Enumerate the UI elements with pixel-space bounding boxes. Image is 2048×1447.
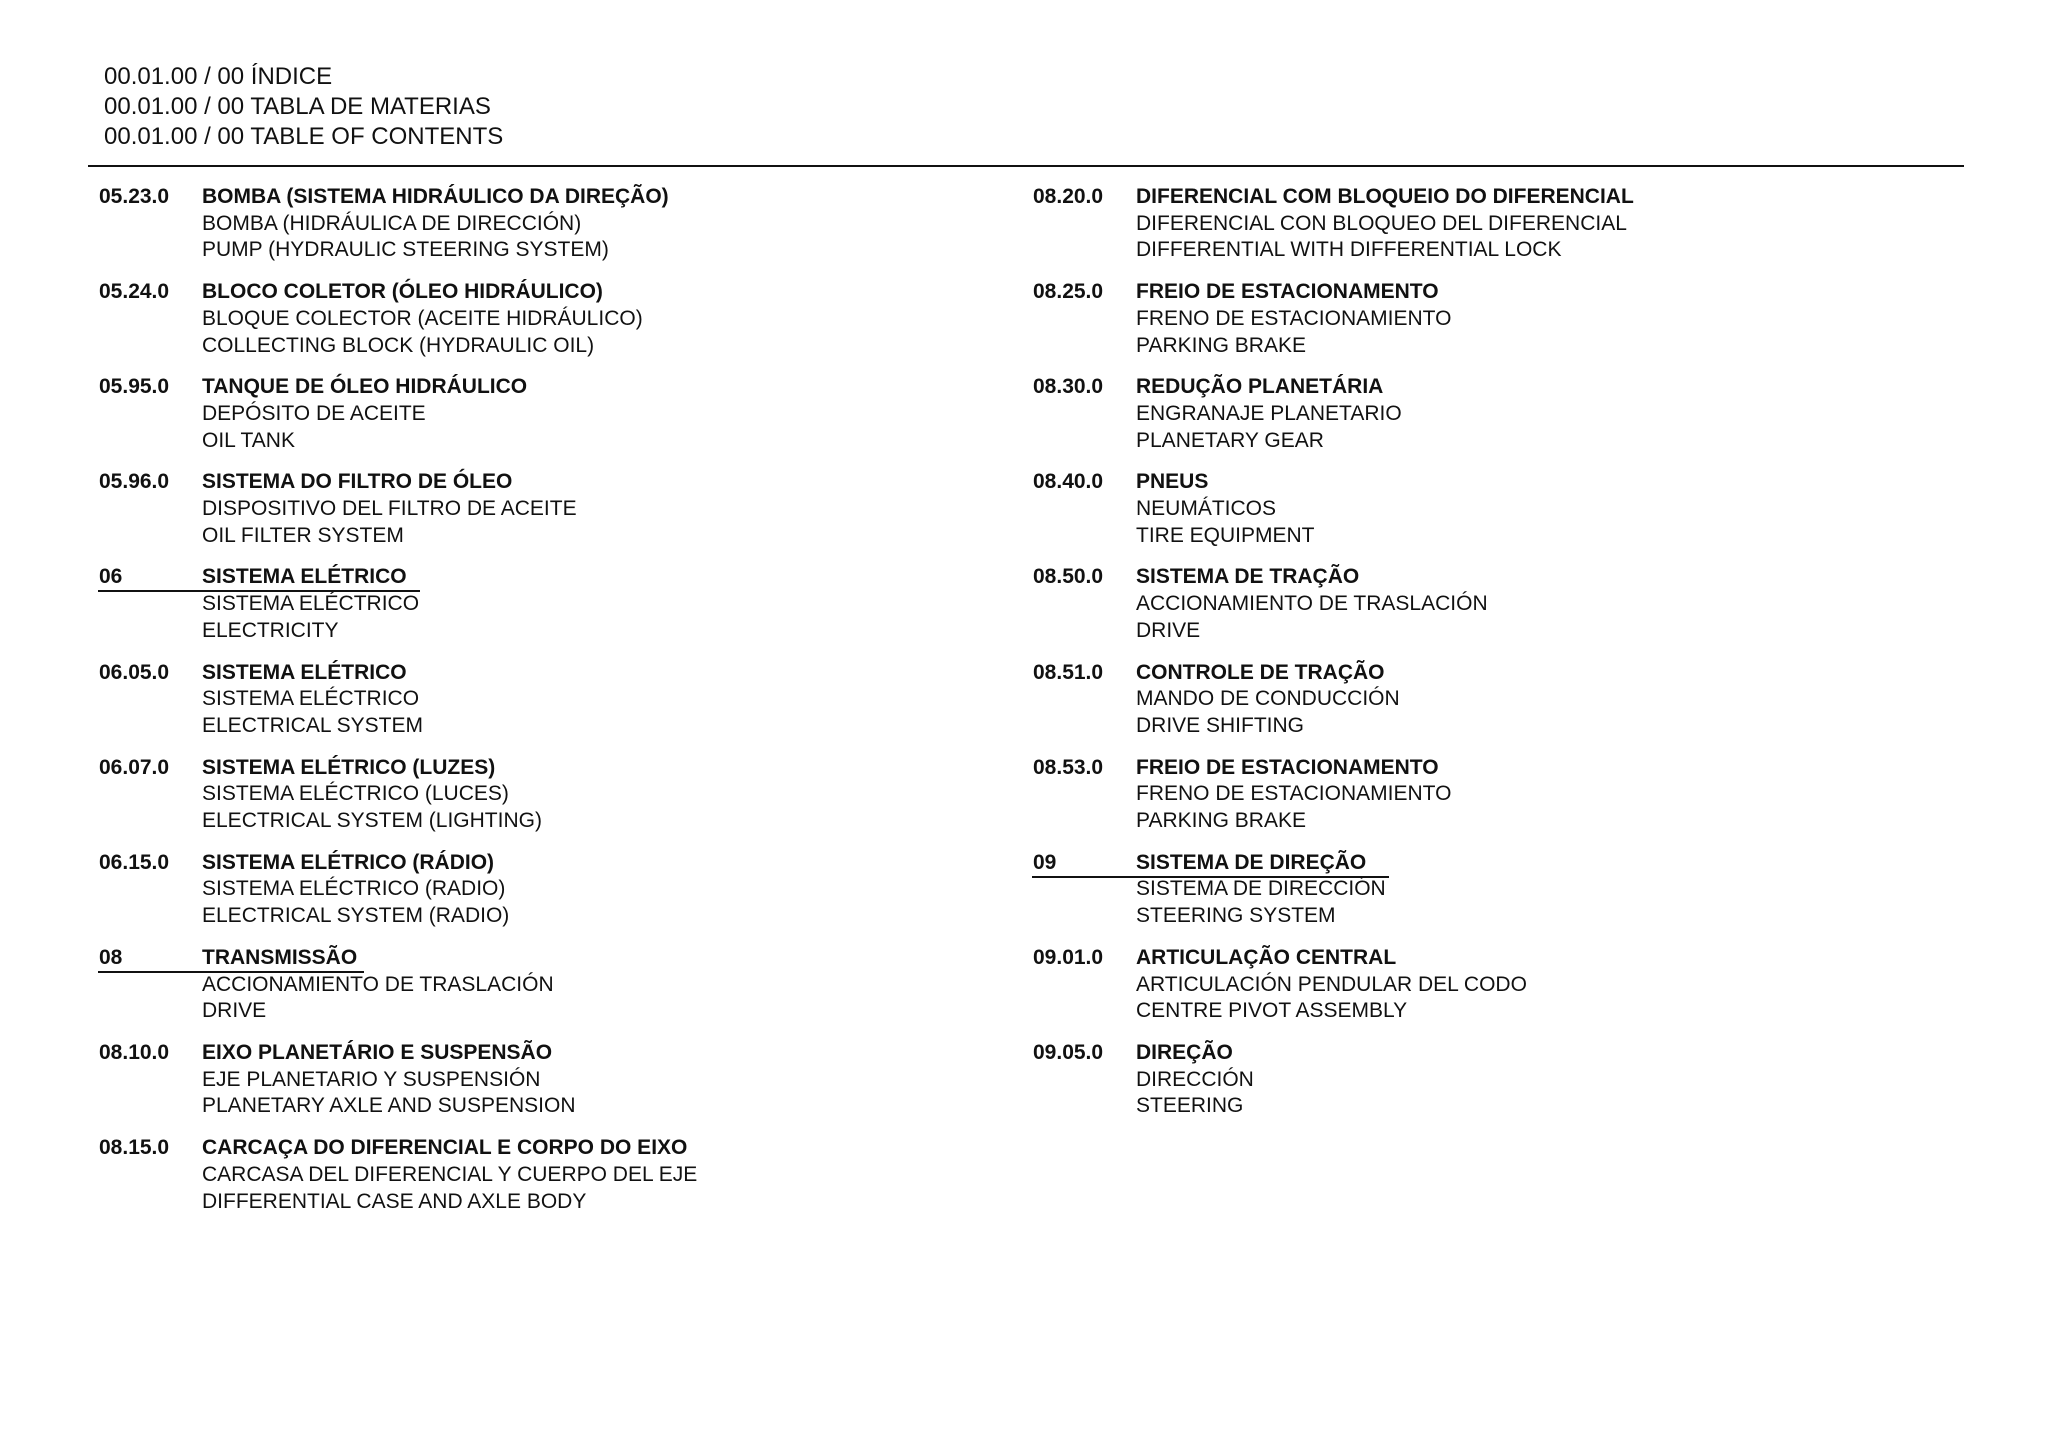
- toc-entry-code: 08.53.0: [1033, 755, 1104, 779]
- toc-entry-title-en: PLANETARY GEAR: [1136, 428, 1324, 452]
- header-line-portuguese: 00.01.00 / 00 ÍNDICE: [104, 63, 333, 90]
- toc-entry-title-pt: SISTEMA ELÉTRICO: [202, 660, 407, 684]
- toc-entry: [99, 184, 999, 264]
- toc-entry-title-en: DRIVE: [202, 999, 267, 1023]
- toc-entry-title-es: DISPOSITIVO DEL FILTRO DE ACEITE: [202, 497, 577, 521]
- document-header: [104, 62, 503, 152]
- toc-entry-title-es: SISTEMA DE DIRECCIÓN: [1136, 877, 1386, 901]
- toc-entry: [1033, 184, 1933, 264]
- toc-entry: [99, 1135, 999, 1215]
- toc-entry-title-es: FRENO DE ESTACIONAMIENTO: [1136, 782, 1452, 806]
- toc-entry-title-es: ACCIONAMIENTO DE TRASLACIÓN: [1136, 592, 1488, 616]
- toc-entry: [1033, 564, 1933, 644]
- toc-entry-title-es: SISTEMA ELÉCTRICO (LUCES): [202, 782, 509, 806]
- toc-entry-title-en: DRIVE SHIFTING: [1136, 713, 1305, 737]
- toc-entry-title-pt: CARCAÇA DO DIFERENCIAL E CORPO DO EIXO: [202, 1136, 688, 1160]
- toc-entry-title-pt: BOMBA (SISTEMA HIDRÁULICO DA DIREÇÃO): [202, 185, 669, 208]
- toc-entry-title-es: SISTEMA ELÉCTRICO: [202, 687, 420, 711]
- toc-entry-code: 08.51.0: [1033, 660, 1104, 684]
- toc-entry-title-en: TIRE EQUIPMENT: [1136, 523, 1315, 547]
- toc-entry-title-pt: DIREÇÃO: [1136, 1040, 1233, 1064]
- toc-section-entry: [1033, 850, 1933, 930]
- toc-entry-code: 08.30.0: [1033, 375, 1104, 399]
- toc-entry-title-es: BLOQUE COLECTOR (ACEITE HIDRÁULICO): [202, 306, 643, 330]
- toc-entry-title-pt: SISTEMA ELÉTRICO: [202, 565, 407, 589]
- toc-entry-code: 06: [99, 565, 123, 589]
- toc-entry-title-en: ELECTRICAL SYSTEM (LIGHTING): [202, 809, 542, 833]
- toc-entry-code: 09.01.0: [1033, 945, 1104, 969]
- toc-entry-title-en: ELECTRICAL SYSTEM (RADIO): [202, 904, 510, 928]
- toc-entry-title-en: DIFFERENTIAL CASE AND AXLE BODY: [202, 1189, 587, 1213]
- toc-entry-title-en: OIL TANK: [202, 428, 295, 452]
- toc-entry-title-en: PLANETARY AXLE AND SUSPENSION: [202, 1094, 576, 1118]
- toc-entry-title-en: PUMP (HYDRAULIC STEERING SYSTEM): [202, 238, 609, 262]
- toc-entry-title-es: SISTEMA ELÉCTRICO (RADIO): [202, 877, 506, 901]
- toc-entry: [99, 755, 999, 835]
- toc-entry-title-es: MANDO DE CONDUCCIÓN: [1136, 687, 1400, 711]
- toc-entry: [1033, 660, 1933, 740]
- toc-entry-title-en: DRIVE: [1136, 618, 1201, 642]
- toc-entry-title-en: STEERING: [1136, 1094, 1244, 1118]
- toc-entry: [99, 850, 999, 930]
- toc-entry-code: 08.50.0: [1033, 565, 1104, 589]
- toc-entry-code: 06.07.0: [99, 755, 170, 779]
- toc-entry-title-pt: TRANSMISSÃO: [202, 945, 358, 969]
- toc-entry-title-pt: SISTEMA ELÉTRICO (RÁDIO): [202, 850, 495, 874]
- toc-entry-title-pt: SISTEMA DE TRAÇÃO: [1136, 565, 1360, 589]
- toc-entry-title-pt: CONTROLE DE TRAÇÃO: [1136, 660, 1385, 684]
- header-line-english: 00.01.00 / 00 TABLE OF CONTENTS: [104, 123, 504, 150]
- toc-entry-code: 05.96.0: [99, 470, 170, 494]
- toc-entry-title-en: PARKING BRAKE: [1136, 333, 1306, 357]
- toc-entry-title-pt: SISTEMA DO FILTRO DE ÓLEO: [202, 470, 513, 494]
- toc-entry-title-en: OIL FILTER SYSTEM: [202, 523, 404, 547]
- toc-entry-title-pt: FREIO DE ESTACIONAMENTO: [1136, 280, 1439, 304]
- toc-section-entry: [99, 945, 999, 1025]
- toc-entry-title-en: CENTRE PIVOT ASSEMBLY: [1136, 999, 1408, 1023]
- toc-entry-code: 08: [99, 945, 123, 969]
- toc-entry-title-es: DIRECCIÓN: [1136, 1067, 1254, 1091]
- toc-entry-title-pt: FREIO DE ESTACIONAMENTO: [1136, 755, 1439, 779]
- toc-entry-title-pt: BLOCO COLETOR (ÓLEO HIDRÁULICO): [202, 280, 603, 304]
- toc-entry-title-en: DIFFERENTIAL WITH DIFFERENTIAL LOCK: [1136, 238, 1562, 262]
- toc-entry: [1033, 279, 1933, 359]
- toc-right-column: [1033, 184, 1933, 1135]
- toc-entry: [1033, 374, 1933, 454]
- toc-entry-title-es: DEPÓSITO DE ACEITE: [202, 401, 426, 425]
- toc-entry-title-es: ARTICULACIÓN PENDULAR DEL CODO: [1136, 972, 1527, 996]
- toc-entry-title-es: BOMBA (HIDRÁULICA DE DIRECCIÓN): [202, 211, 582, 235]
- toc-entry-code: 08.10.0: [99, 1040, 170, 1064]
- toc-entry-code: 06.15.0: [99, 850, 170, 874]
- toc-entry-title-es: FRENO DE ESTACIONAMIENTO: [1136, 306, 1452, 330]
- toc-section-entry: [99, 564, 999, 644]
- toc-entry-title-en: ELECTRICITY: [202, 618, 339, 642]
- toc-entry-title-pt: DIFERENCIAL COM BLOQUEIO DO DIFERENCIAL: [1136, 185, 1634, 208]
- toc-entry-title-es: CARCASA DEL DIFERENCIAL Y CUERPO DEL EJE: [202, 1162, 698, 1186]
- toc-entry: [1033, 945, 1933, 1025]
- toc-entry-code: 09: [1033, 850, 1057, 874]
- toc-entry-title-pt: SISTEMA ELÉTRICO (LUZES): [202, 755, 496, 779]
- toc-entry-code: 05.24.0: [99, 280, 170, 304]
- toc-entry: [99, 279, 999, 359]
- toc-entry-code: 05.95.0: [99, 375, 170, 399]
- toc-entry-code: 08.15.0: [99, 1136, 170, 1160]
- toc-entry-title-en: COLLECTING BLOCK (HYDRAULIC OIL): [202, 333, 595, 357]
- toc-entry-title-es: ACCIONAMIENTO DE TRASLACIÓN: [202, 972, 554, 996]
- toc-entry-title-es: ENGRANAJE PLANETARIO: [1136, 401, 1402, 425]
- toc-entry-title-pt: SISTEMA DE DIREÇÃO: [1136, 850, 1367, 874]
- toc-entry: [1033, 755, 1933, 835]
- toc-entry: [1033, 469, 1933, 549]
- toc-entry-code: 06.05.0: [99, 660, 170, 684]
- toc-entry: [99, 1040, 999, 1120]
- toc-entry-title-pt: EIXO PLANETÁRIO E SUSPENSÃO: [202, 1040, 553, 1064]
- toc-entry-title-es: DIFERENCIAL CON BLOQUEO DEL DIFERENCIAL: [1136, 211, 1627, 235]
- header-divider: [88, 165, 1964, 167]
- toc-entry: [99, 660, 999, 740]
- toc-entry-title-pt: ARTICULAÇÃO CENTRAL: [1136, 945, 1397, 969]
- toc-entry-code: 08.25.0: [1033, 280, 1104, 304]
- header-line-spanish: 00.01.00 / 00 TABLA DE MATERIAS: [104, 93, 491, 120]
- toc-entry-code: 09.05.0: [1033, 1040, 1104, 1064]
- toc-entry: [1033, 1040, 1933, 1120]
- toc-entry-title-en: STEERING SYSTEM: [1136, 904, 1336, 928]
- toc-entry-title-es: SISTEMA ELÉCTRICO: [202, 592, 420, 616]
- toc-left-column: [99, 184, 999, 1230]
- toc-entry-title-en: PARKING BRAKE: [1136, 809, 1306, 833]
- toc-entry: [99, 374, 999, 454]
- toc-entry-code: 08.20.0: [1033, 185, 1104, 208]
- toc-entry-title-es: NEUMÁTICOS: [1136, 497, 1277, 521]
- toc-entry-title-pt: TANQUE DE ÓLEO HIDRÁULICO: [202, 375, 528, 399]
- toc-entry-title-pt: REDUÇÃO PLANETÁRIA: [1136, 375, 1384, 399]
- toc-entry-title-pt: PNEUS: [1136, 470, 1209, 494]
- toc-entry-title-es: EJE PLANETARIO Y SUSPENSIÓN: [202, 1067, 541, 1091]
- toc-entry-code: 05.23.0: [99, 185, 170, 208]
- toc-entry-code: 08.40.0: [1033, 470, 1104, 494]
- toc-entry-title-en: ELECTRICAL SYSTEM: [202, 713, 423, 737]
- toc-entry: [99, 469, 999, 549]
